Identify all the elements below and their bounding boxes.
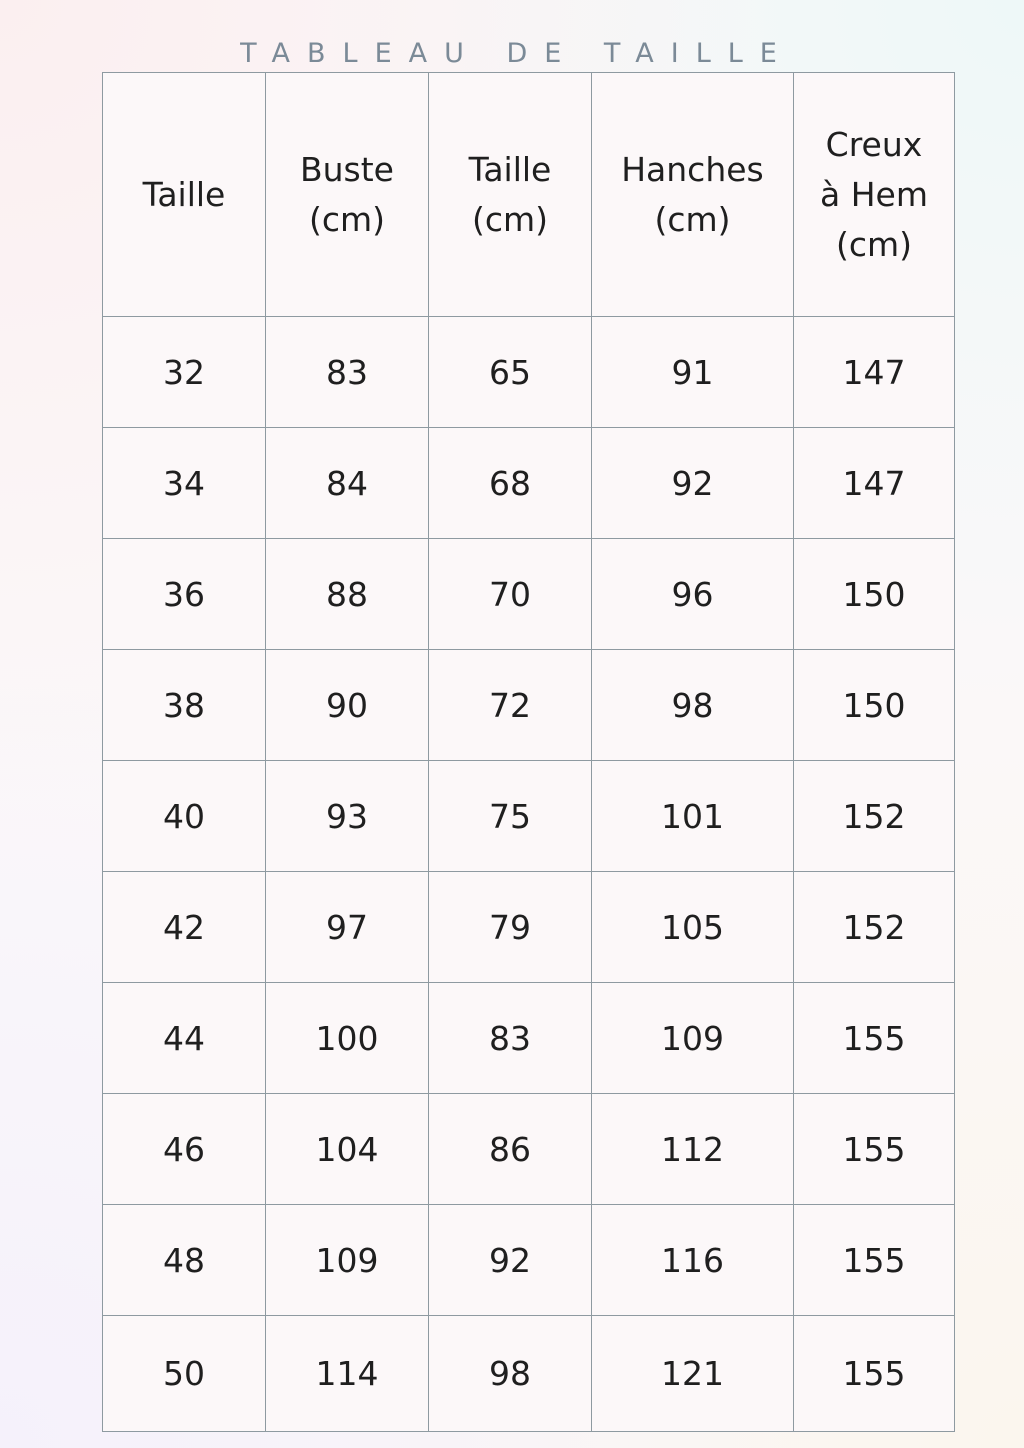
table-cell: 155	[794, 983, 955, 1094]
table-cell: 116	[592, 1205, 794, 1316]
size-chart-table	[102, 72, 955, 1432]
header-taille	[103, 73, 266, 317]
table-cell: 93	[266, 761, 429, 872]
table-cell: 96	[592, 539, 794, 650]
table-row	[103, 317, 955, 428]
table-cell: 105	[592, 872, 794, 983]
table-cell: 48	[103, 1205, 266, 1316]
table-cell: 147	[794, 317, 955, 428]
header-line: à Hem	[820, 174, 928, 214]
table-cell: 84	[266, 428, 429, 539]
header-line: (cm)	[308, 199, 386, 239]
table-row	[103, 1316, 955, 1432]
table-cell: 70	[429, 539, 592, 650]
table-cell: 83	[266, 317, 429, 428]
header-line: (cm)	[471, 199, 549, 239]
table-cell: 90	[266, 650, 429, 761]
page-title: TABLEAU DE TAILLE	[240, 38, 794, 69]
table-cell: 155	[794, 1094, 955, 1205]
table-cell: 40	[103, 761, 266, 872]
table-cell: 75	[429, 761, 592, 872]
table-cell: 150	[794, 539, 955, 650]
table-row	[103, 1205, 955, 1316]
table-cell: 150	[794, 650, 955, 761]
table-cell: 104	[266, 1094, 429, 1205]
table-row	[103, 983, 955, 1094]
table-cell: 114	[266, 1316, 429, 1432]
table-cell: 34	[103, 428, 266, 539]
table-cell: 109	[592, 983, 794, 1094]
table-cell: 100	[266, 983, 429, 1094]
table-cell: 155	[794, 1205, 955, 1316]
header-line: Taille	[468, 149, 552, 189]
table-cell: 152	[794, 872, 955, 983]
table-cell: 98	[429, 1316, 592, 1432]
header-line: Buste	[300, 149, 394, 189]
table-cell: 112	[592, 1094, 794, 1205]
table-cell: 152	[794, 761, 955, 872]
table-cell: 72	[429, 650, 592, 761]
table-cell: 155	[794, 1316, 955, 1432]
table-cell: 88	[266, 539, 429, 650]
table-row	[103, 872, 955, 983]
header-buste	[266, 73, 429, 317]
table-cell: 98	[592, 650, 794, 761]
header-taille-cm	[429, 73, 592, 317]
table-cell: 121	[592, 1316, 794, 1432]
table-row	[103, 650, 955, 761]
table-cell: 97	[266, 872, 429, 983]
table-header-row	[103, 73, 955, 317]
table-cell: 109	[266, 1205, 429, 1316]
table-cell: 68	[429, 428, 592, 539]
table-cell: 91	[592, 317, 794, 428]
header-line: Taille	[142, 174, 226, 214]
table-cell: 147	[794, 428, 955, 539]
header-line: Hanches	[621, 149, 764, 189]
table-cell: 79	[429, 872, 592, 983]
header-line: (cm)	[654, 199, 731, 239]
table-cell: 86	[429, 1094, 592, 1205]
table-row	[103, 539, 955, 650]
table-cell: 46	[103, 1094, 266, 1205]
table-row	[103, 428, 955, 539]
table-cell: 38	[103, 650, 266, 761]
table-row	[103, 1094, 955, 1205]
table-cell: 36	[103, 539, 266, 650]
table-cell: 65	[429, 317, 592, 428]
table-cell: 101	[592, 761, 794, 872]
table-cell: 83	[429, 983, 592, 1094]
table-cell: 44	[103, 983, 266, 1094]
table-row	[103, 761, 955, 872]
table-cell: 32	[103, 317, 266, 428]
table-cell: 42	[103, 872, 266, 983]
table-cell: 92	[592, 428, 794, 539]
header-line: Creux	[825, 124, 923, 164]
table-cell: 50	[103, 1316, 266, 1432]
table-cell: 92	[429, 1205, 592, 1316]
header-hanches	[592, 73, 794, 317]
header-line: (cm)	[835, 224, 913, 264]
header-creux-a-hem	[794, 73, 955, 317]
